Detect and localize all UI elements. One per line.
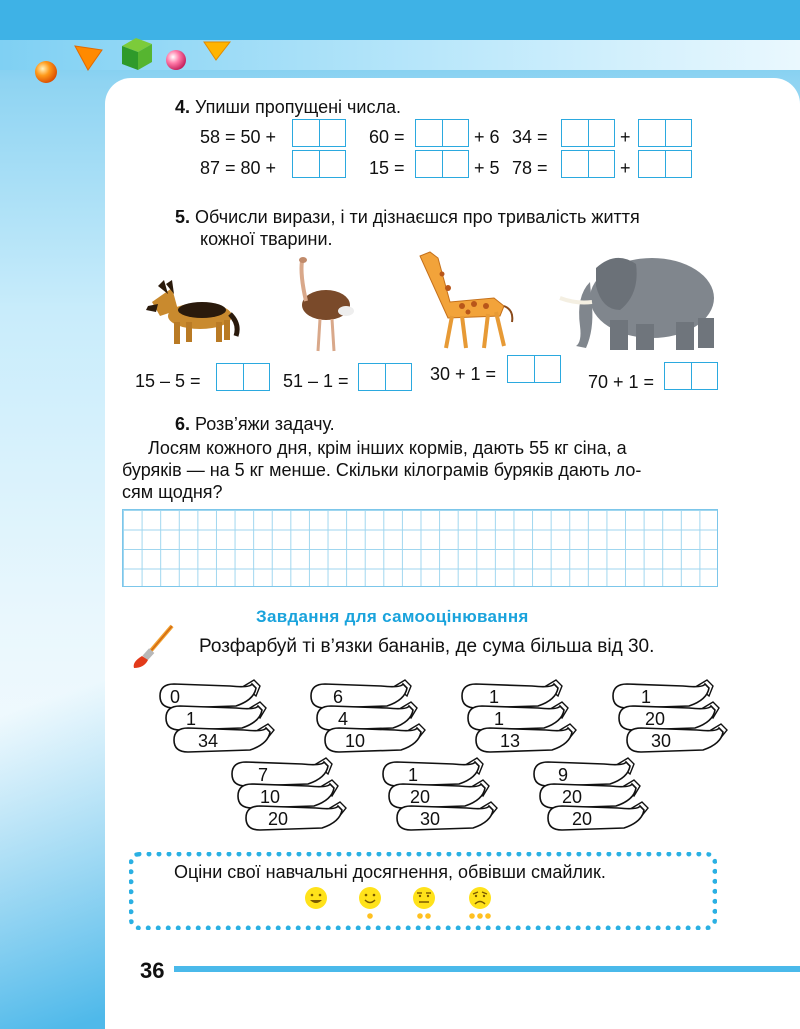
bunch6-n2: 20 (410, 787, 431, 807)
t4-r1-c4: 34 = (512, 127, 548, 147)
bunch7-n1: 9 (558, 765, 569, 785)
task5-title-line2: кожної тварини. (200, 229, 333, 249)
t4-r2-c3: + 5 (474, 158, 500, 178)
bunch4-n2: 20 (645, 709, 666, 729)
bunch5-n3: 20 (268, 809, 289, 829)
banana-bunch-2[interactable] (311, 680, 425, 752)
self-assessment-heading: Завдання для самооцінювання (256, 607, 529, 626)
bunch3-n2: 1 (494, 709, 505, 729)
t4-r1-c5: + (620, 127, 631, 147)
bunch1-n2: 1 (186, 709, 197, 729)
bunch5-n1: 7 (258, 765, 269, 785)
task6-title: Розв’яжи задачу. (195, 414, 335, 434)
page-number: 36 (140, 958, 165, 983)
t4-r1-c3: + 6 (474, 127, 500, 147)
task5-title-line1: Обчисли вирази, і ти дізнаєшся про тривалість життя (195, 207, 640, 227)
t4-r1-c2: 60 = (369, 127, 405, 147)
task6-line1: Лосям кожного дня, крім інших кормів, дають 55 кг сіна, а (148, 438, 627, 458)
bunch4-n3: 30 (651, 731, 672, 751)
bunch7-n3: 20 (572, 809, 593, 829)
task6-line2: буряків — на 5 кг менше. Скільки кілограмів буряків дають ло- (122, 460, 642, 480)
task6-line3: сям щодня? (122, 482, 223, 502)
smiley-smile-icon[interactable] (359, 887, 381, 919)
bunch4-n1: 1 (641, 687, 652, 707)
t4-r2-c2: 15 = (369, 158, 405, 178)
assessment-text: Оціни свої навчальні досягнення, обвівши смайлик. (174, 862, 606, 882)
bunch3-n3: 13 (500, 731, 521, 751)
bunch6-n3: 30 (420, 809, 441, 829)
bunch7-n2: 20 (562, 787, 583, 807)
bunch1-n1: 0 (170, 687, 181, 707)
bunch2-n1: 6 (333, 687, 344, 707)
bunch2-n2: 4 (338, 709, 349, 729)
smiley-happy-icon[interactable] (305, 887, 327, 909)
bunch5-n2: 10 (260, 787, 281, 807)
page-number-rule (174, 966, 800, 972)
bunch1-n3: 34 (198, 731, 219, 751)
t5-expr-1: 15 – 5 = (135, 371, 201, 391)
t5-expr-2: 51 – 1 = (283, 371, 349, 391)
t4-r2-c4: 78 = (512, 158, 548, 178)
smiley-row (300, 884, 500, 924)
t4-r2-c1: 87 = 80 + (200, 158, 277, 178)
task4-number: 4. (175, 97, 191, 117)
task5-number: 5. (175, 207, 191, 227)
t4-r1-c1: 58 = 50 + (200, 127, 277, 147)
bunch6-n1: 1 (408, 765, 419, 785)
task6-number: 6. (175, 414, 191, 434)
banana-bunch-5[interactable] (232, 758, 346, 830)
t5-expr-3: 30 + 1 = (430, 364, 497, 384)
task4-title: Упиши пропущені числа. (195, 97, 401, 117)
self-instruction: Розфарбуй ті в’язки бананів, де сума більша від 30. (199, 636, 655, 657)
t4-r2-c5: + (620, 158, 631, 178)
t5-expr-4: 70 + 1 = (588, 372, 655, 392)
smiley-sad-icon[interactable] (469, 887, 491, 919)
bunch3-n1: 1 (489, 687, 500, 707)
bunch2-n3: 10 (345, 731, 366, 751)
smiley-neutral-icon[interactable] (413, 887, 435, 919)
